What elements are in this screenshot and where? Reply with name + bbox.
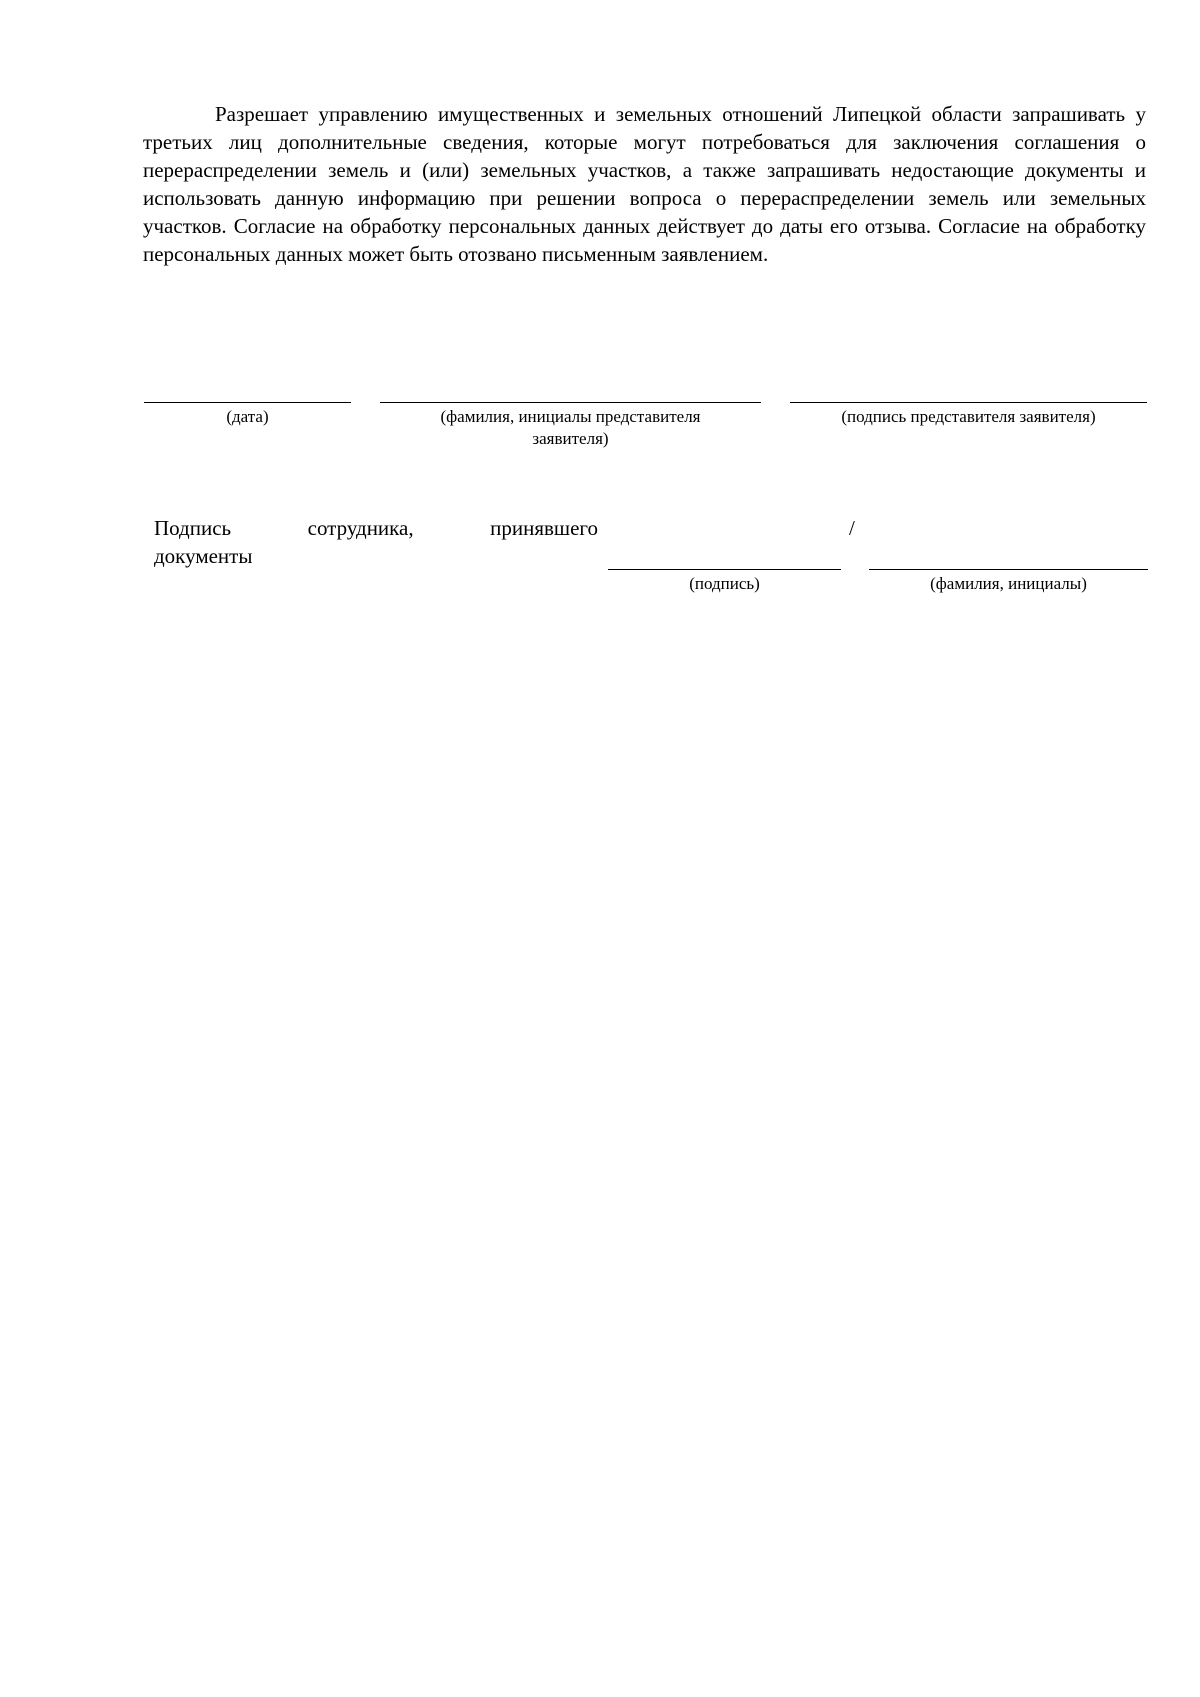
staff-label-word-4: документы [154, 544, 253, 568]
date-caption: (дата) [226, 407, 269, 426]
signature-separator: / [849, 516, 855, 540]
consent-paragraph: Разрешает управлению имущественных и земельных отношений Липецкой области запрашивать у третьих лиц дополнительные сведения, которые могут потребоваться для заключения соглашения о перераспределении земель и (или) земельных участков, а также запрашивать недостающие документы и использовать данную информацию при решении вопроса о перераспределении земель или земельных участков. Согласие на обработку персональных данных действует до даты его отзыва. Согласие на обработку персональных данных может быть отозвано письменным заявлением. [143, 102, 1146, 266]
representative-signature-line [790, 402, 1147, 403]
representative-name-line [380, 402, 761, 403]
date-line [144, 402, 351, 403]
representative-name-caption-line2: заявителя) [532, 429, 609, 448]
staff-label-word-1: Подпись [154, 516, 232, 540]
representative-name-caption-line1: (фамилия, инициалы представителя [440, 407, 701, 426]
staff-signature-line [608, 569, 841, 570]
representative-name-caption [380, 406, 761, 450]
representative-signature-caption: (подпись представителя заявителя) [841, 407, 1096, 426]
staff-label-word-3: принявшего [490, 516, 598, 540]
staff-signature-label [154, 514, 598, 570]
staff-name-line [869, 569, 1148, 570]
staff-signature-caption: (подпись) [689, 574, 760, 593]
staff-name-caption: (фамилия, инициалы) [930, 574, 1087, 593]
staff-label-word-2: сотрудника, [307, 516, 414, 540]
